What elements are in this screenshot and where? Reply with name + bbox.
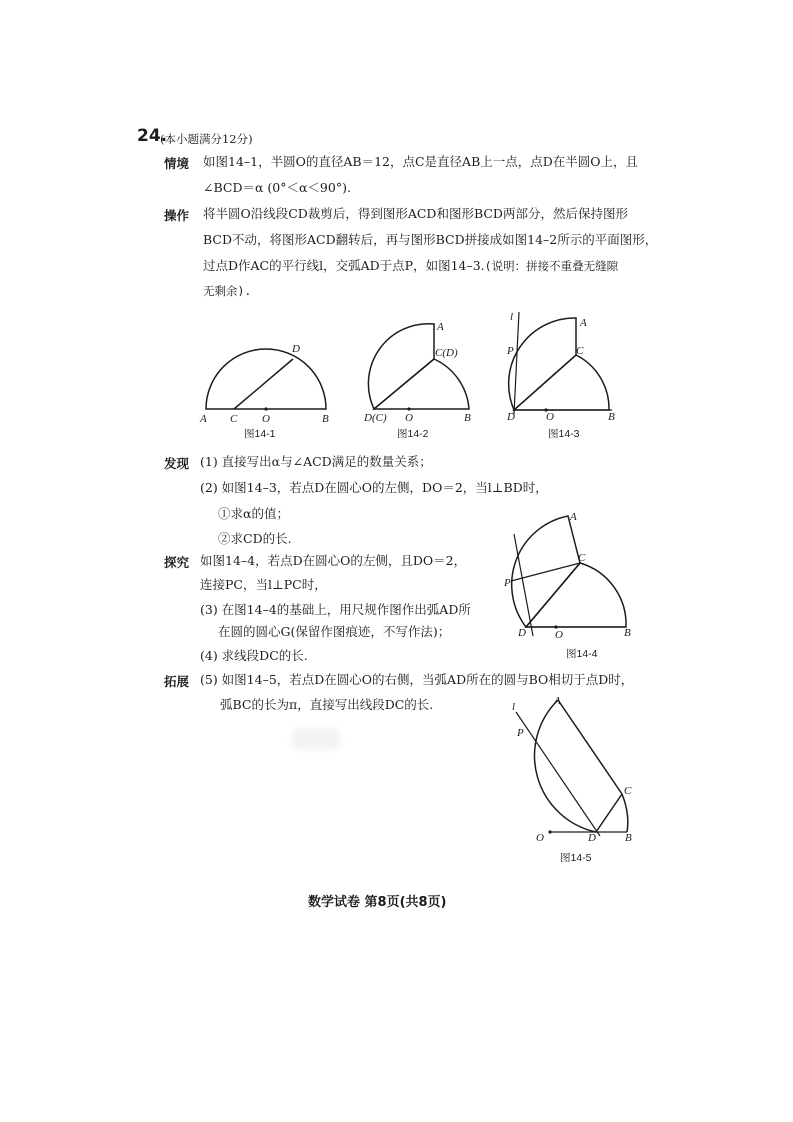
fig1-center-dot — [264, 407, 267, 410]
figure-14-5 — [510, 696, 640, 846]
fig3-label-a: A — [580, 317, 587, 329]
fig5-arc-ad — [535, 700, 596, 832]
fig5-label-c: C — [624, 785, 632, 797]
fig4-label-o: O — [555, 629, 563, 641]
fig5-label-p: P — [517, 727, 524, 739]
operation-line-1: 将半圆O沿线段CD裁剪后，得到图形ACD和图形BCD两部分，然后保持图形 — [203, 206, 628, 221]
figure-14-2 — [364, 318, 484, 428]
fig3-caption: 图14-3 — [548, 428, 580, 440]
fig2-label-b: B — [464, 412, 471, 424]
operation-label: 操作 — [164, 208, 190, 223]
fig5-center-dot — [548, 830, 551, 833]
situation-label: 情境 — [164, 156, 190, 171]
fig2-piece-acd — [368, 324, 434, 409]
fig5-label-l: l — [512, 701, 516, 713]
operation-line-3 — [203, 258, 618, 274]
explore-q4: (4) 求线段DC的长. — [200, 648, 308, 663]
fig5-label-d: D — [588, 832, 596, 844]
question-header: (本小题满分12分) — [160, 132, 253, 146]
fig1-caption: 图14-1 — [244, 428, 276, 440]
fig5-segment-dc — [596, 794, 622, 832]
fig2-label-dc: D(C) — [364, 412, 387, 424]
fig3-label-l: l — [510, 311, 514, 323]
fig5-caption: 图14-5 — [560, 852, 592, 864]
operation-line-3-text: 过点D作AC的平行线l，交弧AD于点P，如图14–3. — [203, 258, 485, 273]
scan-smudge — [292, 728, 340, 750]
discovery-q2b: ②求CD的长. — [218, 531, 292, 546]
fig2-piece-bcd — [374, 359, 469, 409]
question-number: 24. — [137, 126, 168, 146]
fig3-label-p: P — [507, 345, 514, 357]
explore-line-2: 连接PC，当l⊥PC时， — [200, 577, 327, 592]
fig1-label-a: A — [200, 413, 207, 425]
fig1-label-o: O — [262, 413, 270, 425]
fig2-center-dot — [407, 407, 410, 410]
extend-label: 拓展 — [164, 674, 190, 689]
explore-label: 探究 — [164, 555, 190, 570]
fig1-label-b: B — [322, 413, 329, 425]
fig3-piece-acd — [509, 318, 576, 410]
fig4-label-a: A — [570, 511, 577, 523]
fig3-label-b: B — [608, 411, 615, 423]
fig3-piece-bcd — [514, 355, 609, 410]
figure-14-3 — [504, 310, 624, 428]
fig4-label-d: D — [518, 627, 526, 639]
fig1-segment-cd — [234, 359, 293, 409]
fig2-label-a: A — [437, 321, 444, 333]
fig2-label-o: O — [405, 412, 413, 424]
operation-note-part-2: 无剩余). — [203, 284, 252, 298]
fig4-label-c: C — [578, 552, 586, 564]
fig2-caption: 图14-2 — [397, 428, 429, 440]
explore-q3a: (3) 在图14–4的基础上，用尺规作图作出弧AD所 — [200, 602, 471, 617]
fig5-line-l — [516, 712, 600, 836]
explore-line-1: 如图14–4，若点D在圆心O的左侧，且DO＝2， — [200, 553, 467, 568]
fig2-label-cd: C(D) — [435, 347, 458, 359]
operation-note-part-1: (说明：拼接不重叠无缝隙 — [484, 259, 619, 273]
fig3-label-d: D — [507, 411, 515, 423]
situation-line-2: ∠BCD＝α (0°＜α＜90°). — [203, 180, 351, 195]
fig1-label-c: C — [230, 413, 238, 425]
fig5-arc-bc — [622, 794, 628, 832]
fig5-segment-ac — [558, 700, 622, 794]
page-footer: 数学试卷 第8页(共8页) — [308, 895, 447, 910]
fig4-line-l — [514, 534, 533, 636]
fig5-label-b: B — [625, 832, 632, 844]
situation-line-1: 如图14–1，半圆O的直径AB＝12，点C是直径AB上一点，点D在半圆O上，且 — [203, 154, 639, 169]
operation-line-2: BCD不动，将图形ACD翻转后，再与图形BCD拼接成如图14–2所示的平面图形， — [203, 232, 658, 247]
fig4-label-p: P — [504, 577, 511, 589]
fig3-label-c: C — [576, 345, 584, 357]
discovery-q2: (2) 如图14–3，若点D在圆心O的左侧，DO＝2，当l⊥BD时， — [200, 480, 548, 495]
extend-q5a: (5) 如图14–5，若点D在圆心O的右侧，当弧AD所在的圆与BO相切于点D时， — [200, 672, 634, 687]
extend-q5b: 弧BC的长为π，直接写出线段DC的长. — [220, 697, 434, 712]
explore-q3b: 在圆的圆心G(保留作图痕迹，不写作法)； — [218, 624, 451, 639]
fig5-label-o: O — [536, 832, 544, 844]
fig4-caption: 图14-4 — [566, 648, 598, 660]
discovery-label: 发现 — [164, 456, 190, 471]
fig3-label-o: O — [546, 411, 554, 423]
fig5-label-a: A — [554, 695, 561, 707]
figure-14-1 — [196, 336, 336, 426]
fig1-semicircle — [206, 349, 326, 409]
figure-14-4 — [498, 508, 638, 640]
fig4-label-b: B — [624, 627, 631, 639]
fig3-line-l — [514, 312, 519, 414]
discovery-q2a: ①求α的值； — [218, 506, 289, 521]
fig1-label-d: D — [292, 343, 300, 355]
discovery-q1: (1) 直接写出α与∠ACD满足的数量关系； — [200, 454, 432, 469]
